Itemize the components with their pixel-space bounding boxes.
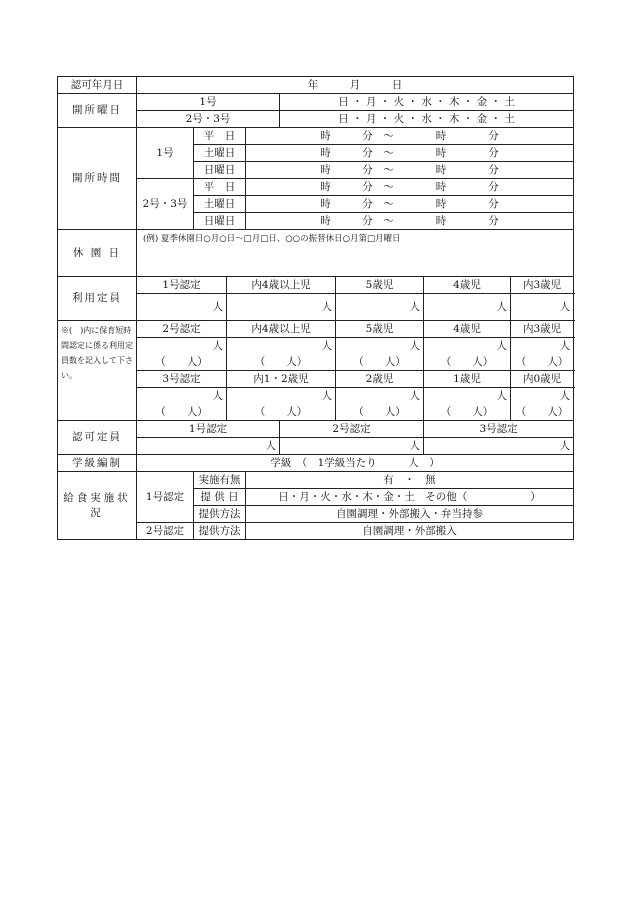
open-hours-time-field[interactable]: 時 分 ～ 時 分 (246, 128, 574, 145)
usage-capacity-input[interactable] (424, 338, 511, 371)
open-hours-group-1: 1号 (137, 128, 194, 179)
approved-capacity-header: 2号認定 (280, 421, 424, 438)
usage-capacity-input[interactable] (424, 388, 511, 421)
usage-capacity-input[interactable] (511, 338, 574, 371)
open-days-label: 開所曜日 (58, 94, 137, 128)
usage-capacity-input[interactable] (511, 388, 574, 421)
meals-group-1: 1号認定 (137, 472, 194, 523)
open-hours-day: 平 日 (194, 128, 246, 145)
usage-capacity-input[interactable] (137, 388, 227, 421)
unit-label: 人 (409, 340, 420, 352)
usage-capacity-input[interactable]: 人 (336, 294, 424, 321)
usage-capacity-header: 内4歳以上児 (227, 321, 336, 338)
usage-capacity-input[interactable]: 人 (137, 294, 227, 321)
open-hours-day: 平 日 (194, 179, 246, 196)
open-hours-time-field[interactable]: 時 分 ～ 時 分 (246, 179, 574, 196)
short-time-paren: （ 人） (155, 406, 208, 418)
approved-capacity-label: 認可定員 (58, 421, 137, 455)
class-label: 学級編制 (58, 455, 137, 472)
unit-label: 人 (321, 390, 332, 402)
open-hours-time-field[interactable]: 時 分 ～ 時 分 (246, 213, 574, 230)
holidays-row (58, 230, 574, 277)
usage-capacity-header-row (58, 277, 574, 294)
open-days-row-1 (58, 94, 574, 111)
usage-capacity-input[interactable]: 人 (424, 294, 511, 321)
open-hours-day: 土曜日 (194, 196, 246, 213)
unit-label: 人 (559, 340, 571, 352)
unit-label: 人 (321, 340, 332, 352)
usage-capacity-header: 内4歳以上児 (227, 277, 336, 294)
meals-item: 提 供 日 (194, 489, 246, 506)
unit-label: 人 (409, 390, 420, 402)
open-hours-label: 開所時間 (58, 128, 137, 230)
holidays-label: 休 園 日 (58, 230, 137, 277)
open-hours-day: 日曜日 (194, 162, 246, 179)
meals-label: 給食実施状況 (58, 472, 137, 540)
meals-row (58, 472, 574, 489)
short-time-paren: （ 人） (440, 356, 494, 368)
usage-capacity-header: 1号認定 (137, 277, 227, 294)
usage-capacity-header: 1歳児 (424, 371, 511, 388)
short-time-paren: （ 人） (353, 406, 406, 418)
meals-item: 提供方法 (194, 506, 246, 523)
open-days-type-1: 1号 (137, 94, 280, 111)
open-days-select-2[interactable]: 日 ・ 月 ・ 火 ・ 水 ・ 木 ・ 金 ・ 土 (280, 111, 574, 128)
open-hours-time-field[interactable]: 時 分 ～ 時 分 (246, 162, 574, 179)
class-row (58, 455, 574, 472)
meals-item: 提供方法 (194, 523, 246, 540)
meals-value-field[interactable]: 自園調理・外部搬入・弁当持参 (246, 506, 574, 523)
meals-item: 実施有無 (194, 472, 246, 489)
approved-capacity-header: 3号認定 (424, 421, 574, 438)
usage-capacity-input[interactable] (227, 388, 336, 421)
class-field[interactable]: 学級 （ 1学級当たり 人 ） (137, 455, 574, 472)
unit-label: 人 (496, 340, 507, 352)
open-hours-row (58, 128, 574, 145)
usage-capacity-header: 内1・2歳児 (227, 371, 336, 388)
approval-date-row (58, 77, 574, 94)
usage-capacity-header: 2歳児 (336, 371, 424, 388)
open-hours-time-field[interactable]: 時 分 ～ 時 分 (246, 145, 574, 162)
approval-date-field[interactable]: 年 月 日 (137, 77, 574, 94)
short-time-paren: （ 人） (440, 406, 494, 418)
usage-capacity-header: 2号認定 (137, 321, 227, 338)
usage-capacity-note: ※( )内に保育短時間認定に係る利用定員数を記入して下さい。 (58, 321, 137, 421)
meals-group-2: 2号認定 (137, 523, 194, 540)
usage-capacity-input[interactable]: 人 (511, 294, 574, 321)
meals-value-field[interactable]: 有 ・ 無 (246, 472, 574, 489)
short-time-paren: （ 人） (155, 356, 208, 368)
usage-capacity-header: 3号認定 (137, 371, 227, 388)
usage-capacity-label: 利用定員 (58, 277, 137, 321)
usage-capacity-header: 内3歳児 (511, 277, 574, 294)
facility-form-table (57, 76, 574, 540)
usage-capacity-header: 内3歳児 (511, 321, 574, 338)
usage-capacity-header-row (58, 321, 574, 338)
short-time-paren: （ 人） (254, 356, 308, 368)
approved-capacity-input[interactable]: 人 (424, 438, 574, 455)
approved-capacity-header-row (58, 421, 574, 438)
approved-capacity-input[interactable]: 人 (137, 438, 280, 455)
unit-label: 人 (212, 390, 223, 402)
usage-capacity-header: 内0歳児 (511, 371, 574, 388)
short-time-paren: （ 人） (353, 356, 406, 368)
short-time-paren: （ 人） (254, 406, 308, 418)
usage-capacity-header: 5歳児 (336, 321, 424, 338)
open-days-select-1[interactable]: 日 ・ 月 ・ 火 ・ 水 ・ 木 ・ 金 ・ 土 (280, 94, 574, 111)
open-hours-time-field[interactable]: 時 分 ～ 時 分 (246, 196, 574, 213)
holidays-example: (例) 夏季休園日○月○日～□月□日、○○の振替休日○月第□月曜日 (143, 234, 401, 244)
approved-capacity-input[interactable]: 人 (280, 438, 424, 455)
holidays-field[interactable] (137, 230, 574, 277)
unit-label: 人 (496, 390, 507, 402)
unit-label: 人 (559, 390, 571, 402)
meals-value-field[interactable]: 日・月・火・水・木・金・土 その他（ ） (246, 489, 574, 506)
usage-capacity-input[interactable] (227, 338, 336, 371)
short-time-paren: （ 人） (515, 356, 569, 368)
open-days-type-2: 2号・3号 (137, 111, 280, 128)
approved-capacity-header: 1号認定 (137, 421, 280, 438)
meals-value-field[interactable]: 自園調理・外部搬入 (246, 523, 574, 540)
usage-capacity-input[interactable]: 人 (227, 294, 336, 321)
usage-capacity-header: 5歳児 (336, 277, 424, 294)
unit-label: 人 (212, 340, 223, 352)
open-hours-day: 日曜日 (194, 213, 246, 230)
usage-capacity-input[interactable] (137, 338, 227, 371)
open-hours-day: 土曜日 (194, 145, 246, 162)
usage-capacity-input[interactable] (336, 338, 424, 371)
usage-capacity-header: 4歳児 (424, 321, 511, 338)
usage-capacity-input[interactable] (336, 388, 424, 421)
approval-date-label: 認可年月日 (58, 77, 137, 94)
short-time-paren: （ 人） (515, 406, 569, 418)
open-hours-group-2: 2号・3号 (137, 179, 194, 230)
usage-capacity-header: 4歳児 (424, 277, 511, 294)
